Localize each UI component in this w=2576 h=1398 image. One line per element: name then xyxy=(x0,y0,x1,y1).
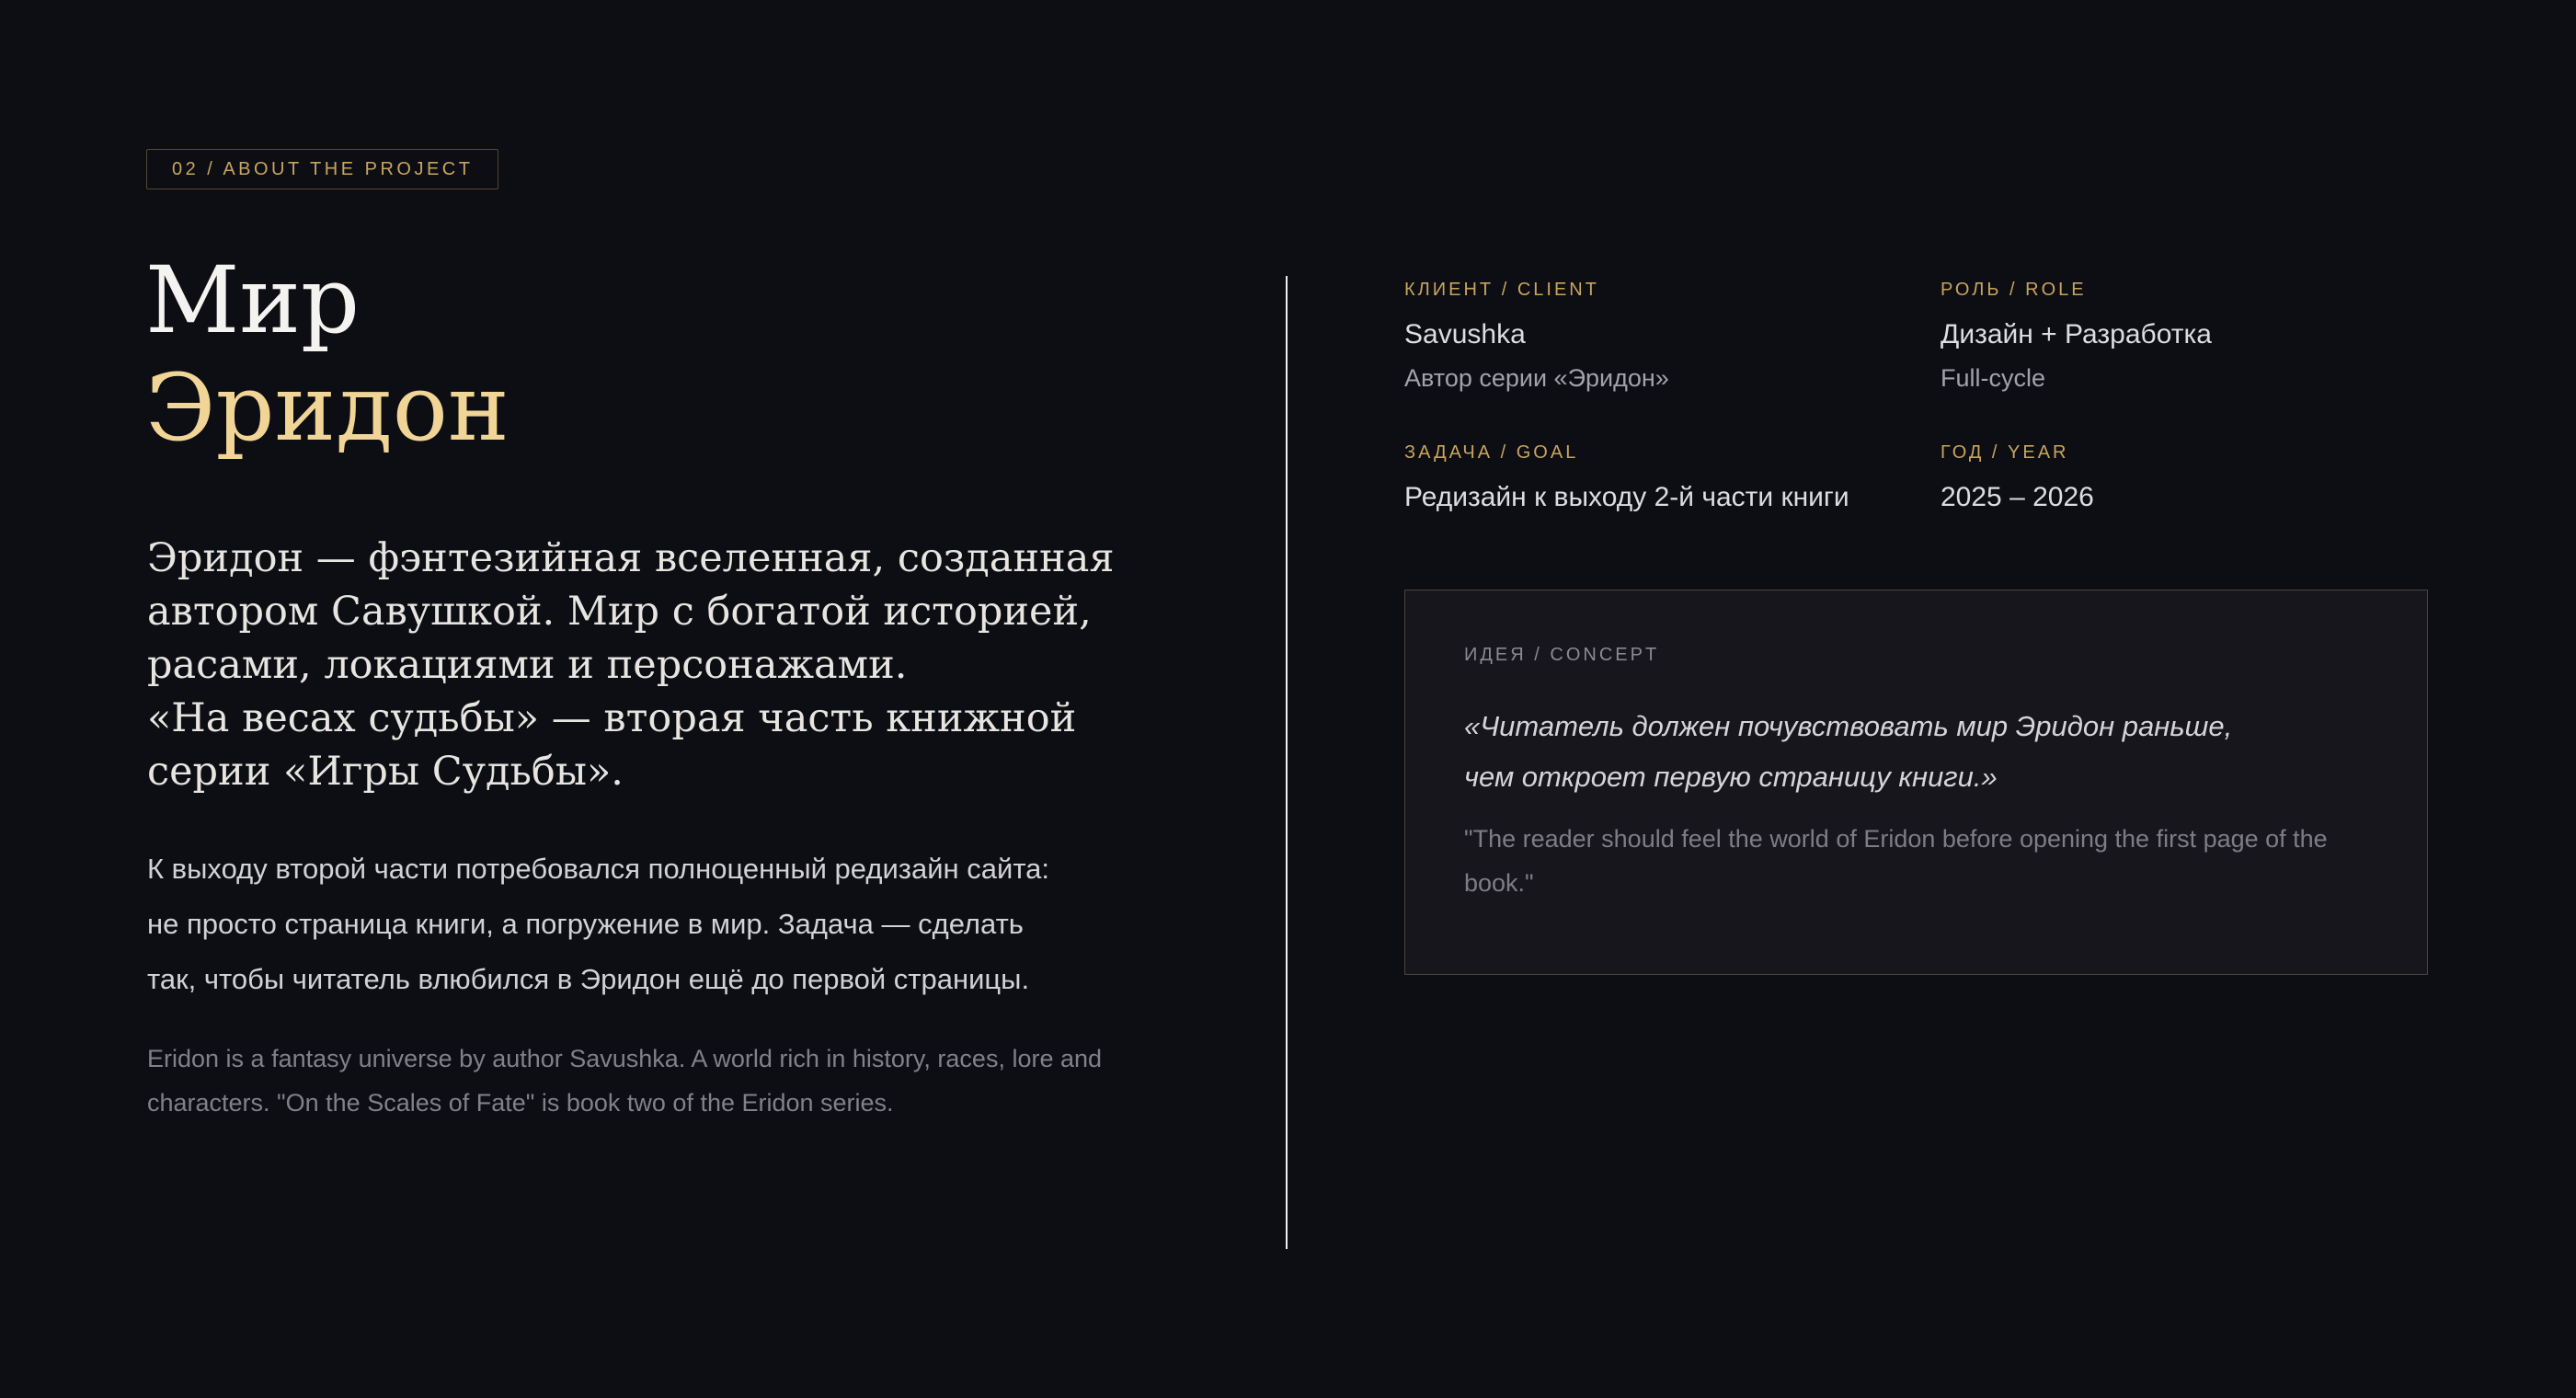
concept-quote-en xyxy=(1464,817,2368,905)
meta-goal-label: ЗАДАЧА / GOAL xyxy=(1404,442,1579,463)
lead-line: расами, локациями и персонажами. xyxy=(147,642,908,688)
meta-role-sub: Full-cycle xyxy=(1941,364,2046,392)
meta-year-label: ГОД / YEAR xyxy=(1941,442,2069,463)
concept-quote-ru-line: чем откроет первую страницу книги.» xyxy=(1464,761,1998,793)
lead-paragraph xyxy=(147,532,1242,798)
description-ru-line: так, чтобы читатель влюбился в Эридон ещё до первой страницы. xyxy=(147,963,1030,995)
section-badge-label: 02 / ABOUT THE PROJECT xyxy=(172,158,474,179)
concept-quote-ru xyxy=(1464,701,2368,802)
section-badge xyxy=(146,149,498,189)
meta-client-sub: Автор серии «Эридон» xyxy=(1404,364,1669,392)
concept-quote-en-line: "The reader should feel the world of Eridon before opening the first page of the xyxy=(1464,825,2328,853)
concept-label: ИДЕЯ / CONCEPT xyxy=(1464,645,1660,665)
description-ru-line: К выходу второй части потребовался полноценный редизайн сайта: xyxy=(147,853,1050,885)
meta-goal-value: Редизайн к выходу 2-й части книги xyxy=(1404,482,1849,512)
meta-goal xyxy=(1404,441,1919,515)
lead-line: серии «Игры Судьбы». xyxy=(147,749,624,795)
meta-year-value: 2025 – 2026 xyxy=(1941,482,2094,512)
meta-client xyxy=(1404,279,1919,395)
meta-client-label: КЛИЕНТ / CLIENT xyxy=(1404,280,1599,300)
meta-role-value: Дизайн + Разработка xyxy=(1941,319,2212,350)
meta-year xyxy=(1941,441,2456,515)
description-en xyxy=(147,1037,1269,1125)
description-ru xyxy=(147,842,1269,1007)
description-ru-line: не просто страница книги, а погружение в мир. Задача — сделать xyxy=(147,908,1024,940)
meta-client-value: Savushka xyxy=(1404,319,1526,350)
lead-line: Эридон — фэнтезийная вселенная, созданная xyxy=(147,535,1115,581)
project-title-line1: Мир xyxy=(145,246,361,354)
description-en-line: Eridon is a fantasy universe by author Savushka. A world rich in history, races, lore and xyxy=(147,1045,1103,1072)
concept-quote-ru-line: «Читатель должен почувствовать мир Эридон раньше, xyxy=(1464,710,2233,742)
project-title xyxy=(145,246,509,462)
lead-line: «На весах судьбы» — вторая часть книжной xyxy=(147,695,1077,741)
concept-card xyxy=(1404,590,2428,975)
meta-role xyxy=(1941,279,2456,395)
concept-quote-en-line: book." xyxy=(1464,869,1534,897)
meta-role-label: РОЛЬ / ROLE xyxy=(1941,280,2087,300)
project-title-line2: Эридон xyxy=(145,354,509,462)
column-divider xyxy=(1286,276,1288,1249)
lead-line: автором Савушкой. Мир с богатой историей, xyxy=(147,589,1092,635)
description-en-line: characters. "On the Scales of Fate" is book two of the Eridon series. xyxy=(147,1089,894,1117)
